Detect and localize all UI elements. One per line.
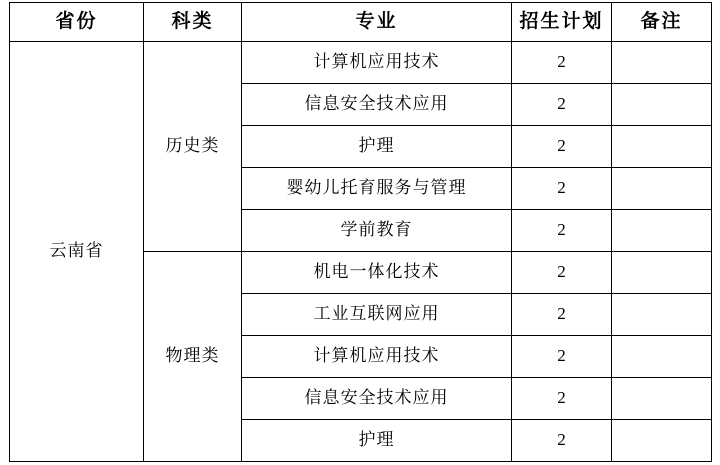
category-cell-physics: 物理类 xyxy=(144,252,242,462)
plan-cell: 2 xyxy=(512,336,612,378)
major-cell: 护理 xyxy=(242,420,512,462)
enrollment-plan-table xyxy=(9,2,712,462)
remark-cell xyxy=(612,252,712,294)
major-cell: 信息安全技术应用 xyxy=(242,84,512,126)
table-header xyxy=(10,3,712,42)
major-cell: 婴幼儿托育服务与管理 xyxy=(242,168,512,210)
remark-cell xyxy=(612,336,712,378)
column-header-province: 省份 xyxy=(10,3,144,42)
major-cell: 计算机应用技术 xyxy=(242,42,512,84)
major-cell: 信息安全技术应用 xyxy=(242,378,512,420)
plan-cell: 2 xyxy=(512,294,612,336)
column-header-remark: 备注 xyxy=(612,3,712,42)
plan-cell: 2 xyxy=(512,420,612,462)
remark-cell xyxy=(612,378,712,420)
document-page xyxy=(0,2,720,465)
plan-cell: 2 xyxy=(512,168,612,210)
remark-cell xyxy=(612,420,712,462)
category-cell-history: 历史类 xyxy=(144,42,242,252)
remark-cell xyxy=(612,210,712,252)
remark-cell xyxy=(612,126,712,168)
remark-cell xyxy=(612,42,712,84)
plan-cell: 2 xyxy=(512,126,612,168)
plan-cell: 2 xyxy=(512,378,612,420)
plan-cell: 2 xyxy=(512,84,612,126)
remark-cell xyxy=(612,294,712,336)
table-body xyxy=(10,42,712,462)
remark-cell xyxy=(612,84,712,126)
major-cell: 工业互联网应用 xyxy=(242,294,512,336)
header-row xyxy=(10,3,712,42)
column-header-category: 科类 xyxy=(144,3,242,42)
major-cell: 机电一体化技术 xyxy=(242,252,512,294)
plan-cell: 2 xyxy=(512,252,612,294)
major-cell: 计算机应用技术 xyxy=(242,336,512,378)
column-header-plan: 招生计划 xyxy=(512,3,612,42)
plan-cell: 2 xyxy=(512,210,612,252)
major-cell: 学前教育 xyxy=(242,210,512,252)
plan-cell: 2 xyxy=(512,42,612,84)
column-header-major: 专业 xyxy=(242,3,512,42)
province-cell: 云南省 xyxy=(10,42,144,462)
remark-cell xyxy=(612,168,712,210)
table-row xyxy=(10,42,712,84)
major-cell: 护理 xyxy=(242,126,512,168)
